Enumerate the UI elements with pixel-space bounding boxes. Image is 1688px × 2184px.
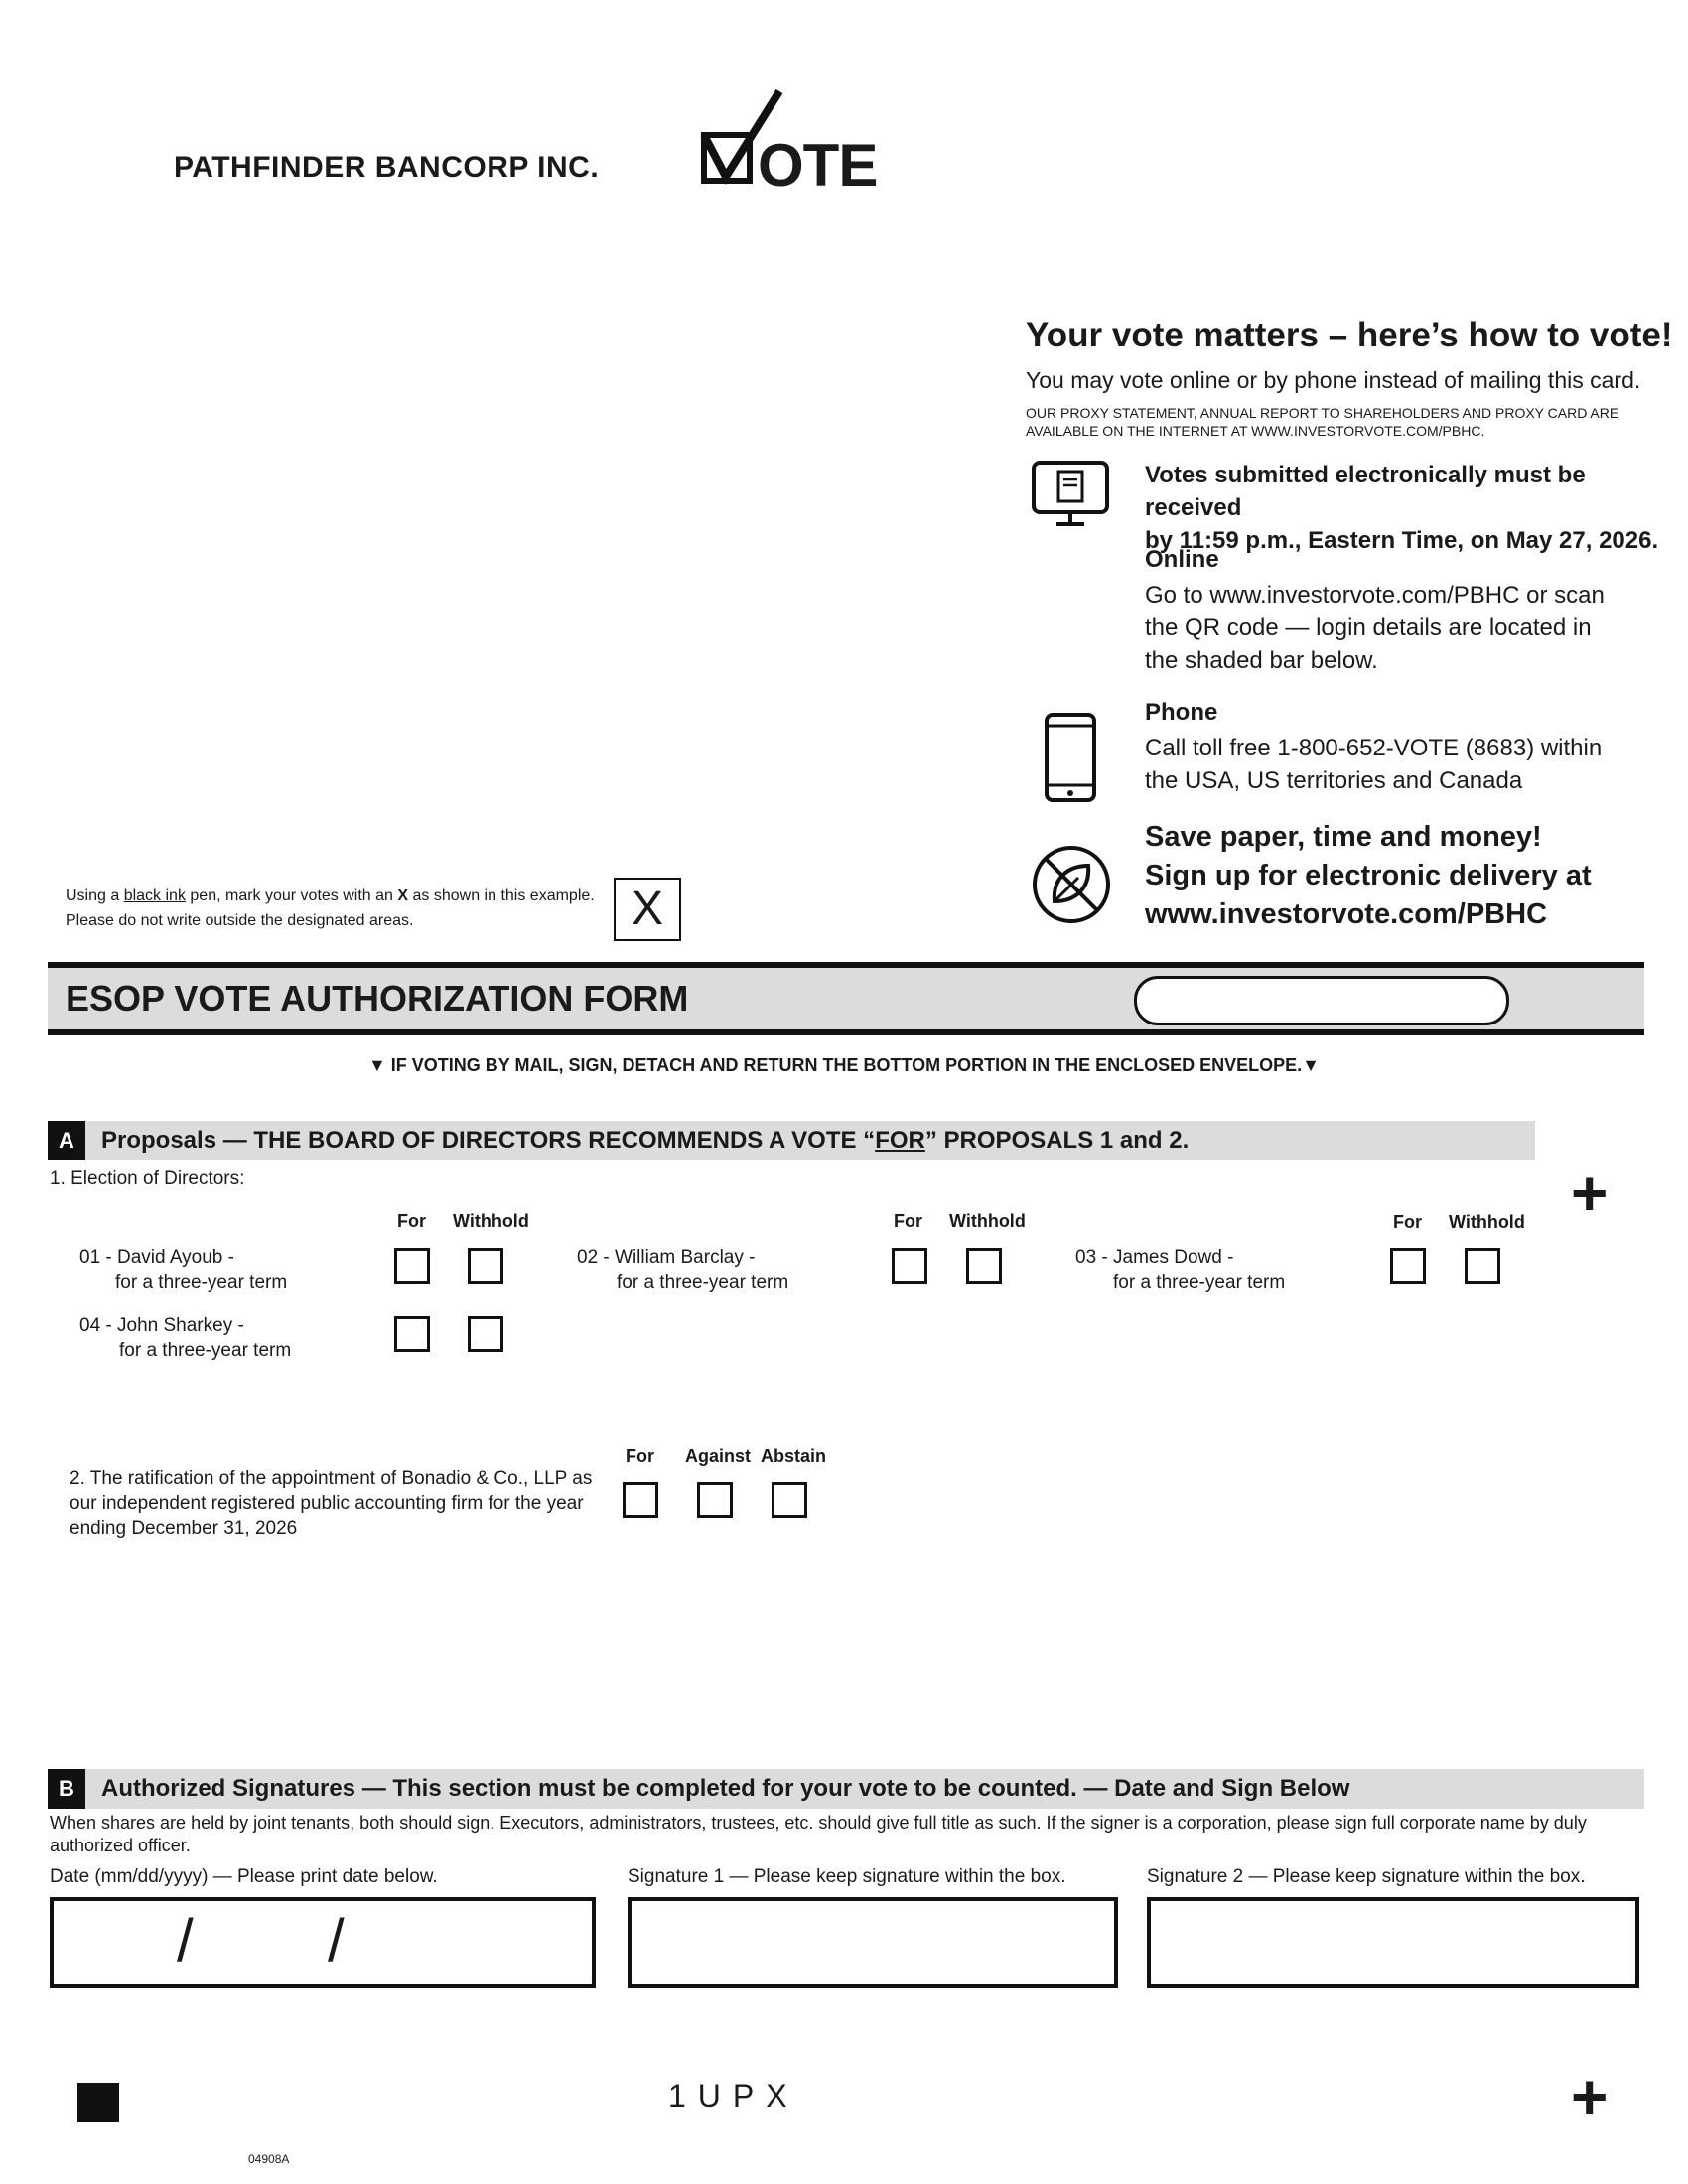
signature-2-field[interactable]	[1147, 1897, 1639, 1988]
phone-icon	[1043, 712, 1098, 803]
band-bottom-rule	[48, 1029, 1644, 1035]
signature-2-label: Signature 2 — Please keep signature within the box.	[1147, 1866, 1586, 1887]
checkbox-nominee-01-for[interactable]	[394, 1248, 430, 1284]
date-label: Date (mm/dd/yyyy) — Please print date below.	[50, 1866, 438, 1887]
phone-heading: Phone	[1145, 699, 1218, 726]
section-a-title	[101, 1121, 1189, 1160]
instruction-text: Using a	[66, 887, 124, 904]
column-for: For	[397, 1211, 426, 1231]
checkbox-proposal-2-abstain[interactable]	[772, 1482, 807, 1518]
column-for: For	[894, 1211, 922, 1231]
section-a-title-for: FOR	[875, 1127, 925, 1154]
checkbox-nominee-02-for[interactable]	[892, 1248, 927, 1284]
proposal-2-line-2: our independent registered public accounting firm for the year	[70, 1493, 584, 1514]
nominee-name: 01 - David Ayoub -	[79, 1247, 234, 1268]
date-separator: /	[177, 1907, 194, 1974]
vote-logo-text: OTE	[758, 132, 878, 199]
form-title: ESOP VOTE AUTHORIZATION FORM	[66, 978, 689, 1019]
how-to-vote-subtitle: You may vote online or by phone instead of mailing this card.	[1026, 367, 1641, 393]
checkbox-nominee-04-for[interactable]	[394, 1316, 430, 1352]
nominee-name: 02 - William Barclay -	[577, 1247, 756, 1268]
deadline-line-1: Votes submitted electronically must be received	[1145, 462, 1586, 521]
column-withhold: Withhold	[949, 1211, 1026, 1231]
column-for: For	[626, 1446, 654, 1466]
column-against: Against	[685, 1446, 752, 1466]
instruction-text: as shown in this example.	[408, 887, 595, 904]
proposal-1-label: 1. Election of Directors:	[50, 1168, 245, 1189]
registration-square	[77, 2083, 119, 2122]
checkbox-nominee-01-withhold[interactable]	[468, 1248, 503, 1284]
electronic-delivery-promo	[1145, 818, 1661, 934]
save-line-2: Sign up for electronic delivery at	[1145, 860, 1592, 891]
column-for: For	[1393, 1212, 1422, 1232]
phone-line-2: the USA, US territories and Canada	[1145, 767, 1523, 794]
checkbox-nominee-02-withhold[interactable]	[966, 1248, 1002, 1284]
online-heading: Online	[1145, 546, 1219, 573]
save-line-1: Save paper, time and money!	[1145, 821, 1542, 853]
form-code: 1UPX	[668, 2078, 799, 2114]
nominee-term: for a three-year term	[119, 1340, 292, 1361]
proposal-2-line-1: 2. The ratification of the appointment of Bonadio & Co., LLP as	[70, 1468, 593, 1489]
checkbox-proposal-2-for[interactable]	[623, 1482, 658, 1518]
registration-mark-icon: +	[1571, 1158, 1609, 1229]
example-marked-box: X	[614, 878, 681, 941]
signature-note: When shares are held by joint tenants, both should sign. Executors, administrators, trustees, etc. should give full title as such. If the signer is a corporation, please sign full corporate name by duly authorized officer.	[50, 1813, 1587, 1855]
electronic-deadline	[1145, 459, 1661, 557]
login-details-field	[1134, 976, 1509, 1025]
signature-1-label: Signature 1 — Please keep signature within the box.	[628, 1866, 1066, 1887]
online-line-3: the shaded bar below.	[1145, 647, 1378, 674]
leaf-icon	[1031, 844, 1112, 925]
date-separator: /	[328, 1907, 345, 1974]
phone-line-1: Call toll free 1-800-652-VOTE (8683) within	[1145, 735, 1603, 761]
nominee-david-ayoub	[79, 1245, 287, 1295]
form-id: 04908A	[248, 2152, 290, 2166]
instruction-x-mark: X	[397, 887, 409, 904]
checkbox-nominee-04-withhold[interactable]	[468, 1316, 503, 1352]
section-a-title-text: Proposals — THE BOARD OF DIRECTORS RECOMMENDS A VOTE “	[101, 1127, 876, 1154]
nominee-william-barclay	[577, 1245, 788, 1295]
proposal-2-text	[70, 1466, 606, 1541]
section-a-title-text: ” PROPOSALS 1 and 2.	[924, 1127, 1190, 1154]
instruction-text: pen, mark your votes with an	[185, 887, 398, 904]
signature-1-field[interactable]	[628, 1897, 1118, 1988]
monitor-icon	[1031, 460, 1110, 529]
section-b-letter: B	[48, 1769, 85, 1809]
instruction-black-ink: black ink	[123, 887, 186, 904]
online-instructions	[1145, 579, 1661, 677]
nominee-james-dowd	[1075, 1245, 1285, 1295]
save-line-3: www.investorvote.com/PBHC	[1145, 898, 1548, 930]
checkbox-nominee-03-withhold[interactable]	[1465, 1248, 1500, 1284]
nominee-term: for a three-year term	[617, 1272, 789, 1293]
phone-instructions	[1145, 732, 1661, 797]
vote-logo	[700, 87, 878, 202]
section-b-title: Authorized Signatures — This section must be completed for your vote to be counted. — Date and Sign Below	[101, 1775, 1350, 1802]
nominee-term: for a three-year term	[115, 1272, 288, 1293]
online-line-2: the QR code — login details are located in	[1145, 614, 1592, 641]
column-withhold: Withhold	[453, 1211, 529, 1231]
marking-instruction	[66, 884, 595, 933]
deadline-line-2: by 11:59 p.m., Eastern Time, on May 27, 2026.	[1145, 527, 1659, 554]
how-to-vote-title: Your vote matters – here’s how to vote!	[1026, 316, 1673, 354]
checkbox-nominee-03-for[interactable]	[1390, 1248, 1426, 1284]
instruction-line-2: Please do not write outside the designated areas.	[66, 912, 414, 929]
checkbox-proposal-2-against[interactable]	[697, 1482, 733, 1518]
company-name: PATHFINDER BANCORP INC.	[174, 151, 600, 184]
registration-mark-icon: +	[1571, 2061, 1609, 2132]
instruction-line-1	[66, 884, 595, 908]
date-field[interactable]	[50, 1897, 596, 1988]
nominee-name: 03 - James Dowd -	[1075, 1247, 1234, 1268]
nominee-term: for a three-year term	[1113, 1272, 1286, 1293]
availability-note: OUR PROXY STATEMENT, ANNUAL REPORT TO SHAREHOLDERS AND PROXY CARD ARE AVAILABLE ON THE INTERNET AT WWW.INVESTORVOTE.COM/PBHC.	[1026, 405, 1619, 439]
nominee-name: 04 - John Sharkey -	[79, 1315, 244, 1336]
detach-instruction: ▼ IF VOTING BY MAIL, SIGN, DETACH AND RETURN THE BOTTOM PORTION IN THE ENCLOSED ENVELOPE.▼	[367, 1055, 1320, 1075]
column-withhold: Withhold	[1449, 1212, 1525, 1232]
nominee-john-sharkey	[79, 1313, 291, 1363]
section-a-letter: A	[48, 1121, 85, 1160]
online-line-1: Go to www.investorvote.com/PBHC or scan	[1145, 582, 1605, 609]
proposal-2-line-3: ending December 31, 2026	[70, 1518, 298, 1539]
column-abstain: Abstain	[761, 1446, 827, 1466]
